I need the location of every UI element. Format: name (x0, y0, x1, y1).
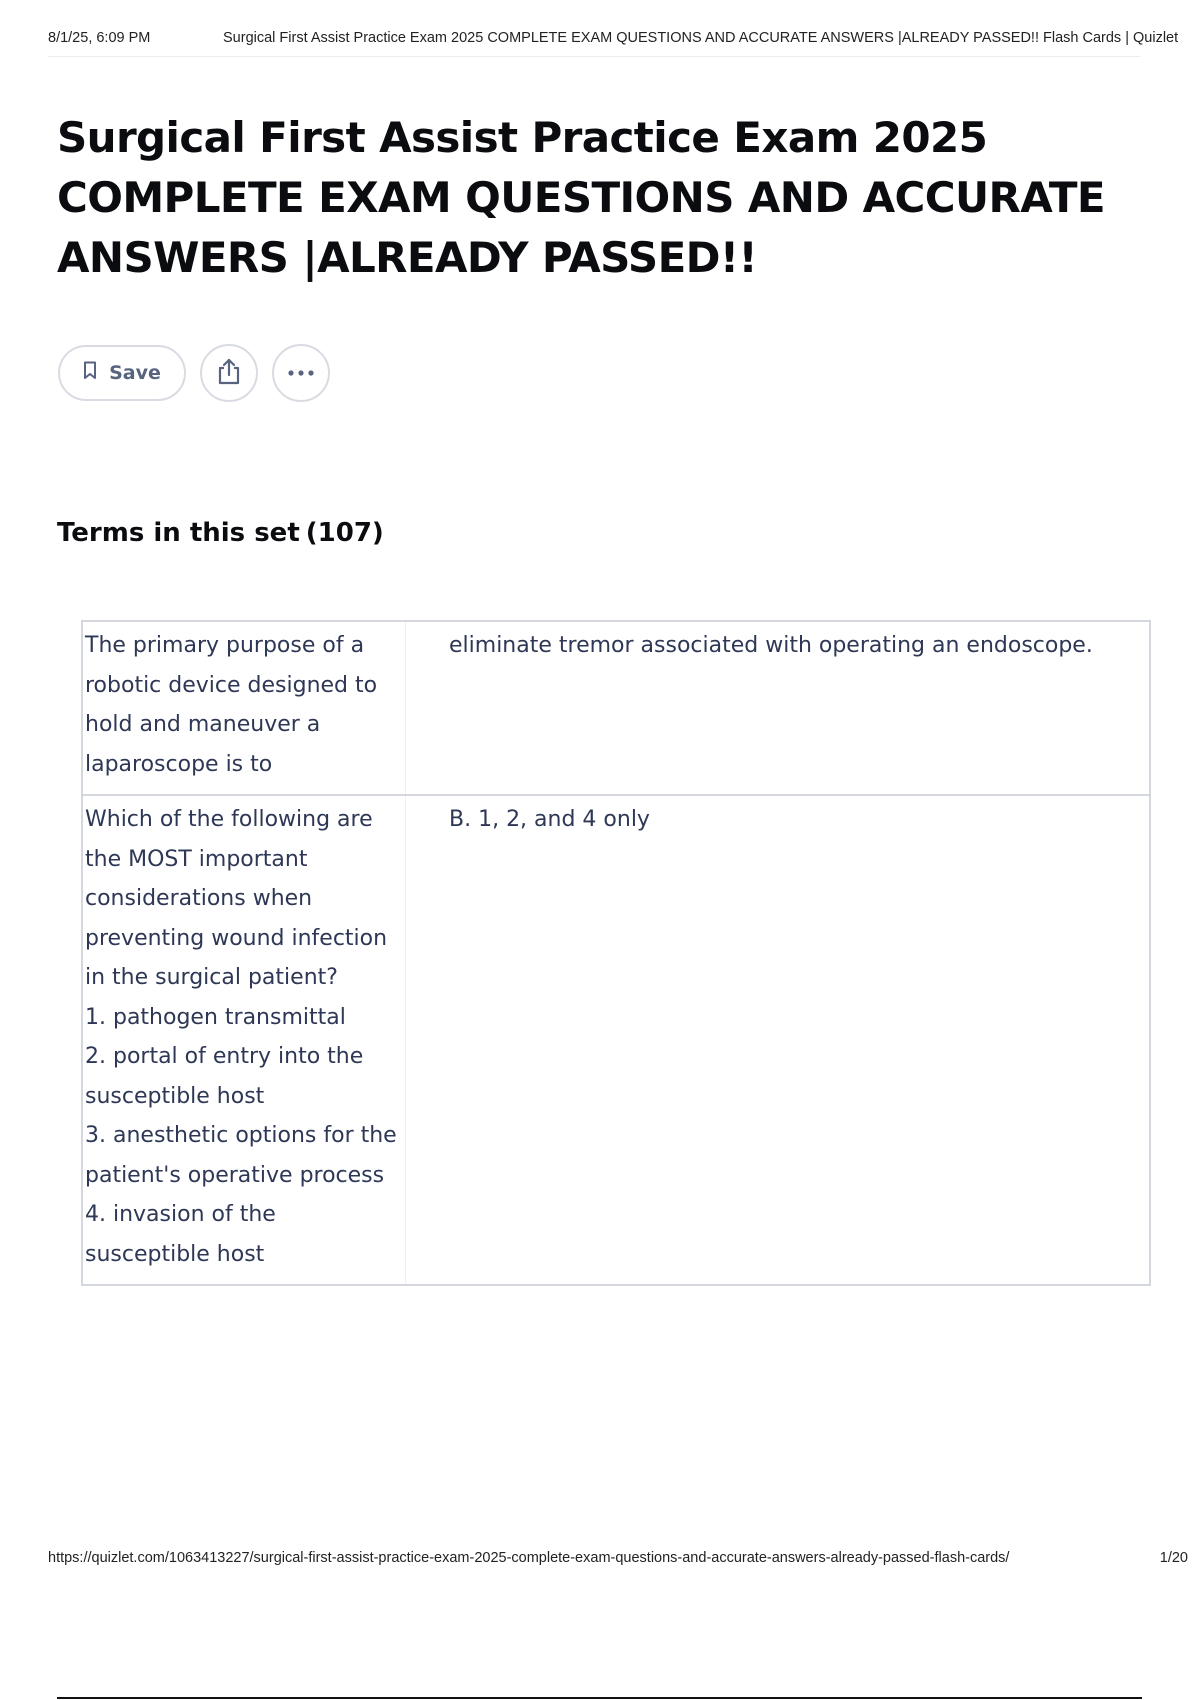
save-label: Save (109, 362, 161, 384)
print-doc-title: Surgical First Assist Practice Exam 2025 COMPLETE EXAM QUESTIONS AND ACCURATE ANSWERS |ALREADY PASSED!! Flash Cards | Quizlet (223, 30, 1179, 46)
share-icon (216, 357, 242, 390)
page-title: Surgical First Assist Practice Exam 2025 COMPLETE EXAM QUESTIONS AND ACCURATE ANSWERS |ALREADY PASSED!! (57, 113, 1105, 282)
page-url: https://quizlet.com/1063413227/surgical-first-assist-practice-exam-2025-complete-exam-questions-and-accurate-answers-already-passed-flash-cards/ (48, 1550, 1010, 1566)
terms-heading (57, 518, 384, 548)
terms-heading-label: Terms in this set (57, 518, 300, 548)
page-number: 1/20 (1159, 1550, 1188, 1566)
print-datetime: 8/1/25, 6:09 PM (48, 30, 151, 46)
header-divider (48, 56, 1140, 57)
term-cell (82, 795, 406, 1285)
more-options-icon (287, 364, 315, 382)
term-text: Which of the following are the MOST important considerations when preventing wound infection in the surgical patient? 1. pathogen transmittal 2. portal of entry into the susceptible host 3. anesthetic options for the patient's operative process 4. invasion of the susceptible host (85, 807, 397, 1267)
definition-cell (406, 621, 1151, 795)
terms-table (81, 620, 1151, 1286)
print-header (48, 30, 1180, 46)
terms-count: (107) (305, 518, 384, 548)
page-bottom-rule (57, 1697, 1142, 1699)
print-footer (48, 1550, 1188, 1566)
share-button[interactable] (200, 344, 258, 402)
definition-text: eliminate tremor associated with operating an endoscope. (449, 633, 1093, 658)
more-options-button[interactable] (272, 344, 330, 402)
definition-text: B. 1, 2, and 4 only (449, 807, 650, 832)
save-button[interactable] (58, 345, 186, 401)
term-cell (82, 621, 406, 795)
term-row (82, 621, 1150, 795)
action-bar (58, 342, 344, 404)
term-row (82, 795, 1150, 1285)
bookmark-icon (83, 361, 97, 385)
definition-cell (406, 795, 1151, 1285)
term-text: The primary purpose of a robotic device designed to hold and maneuver a laparoscope is to (85, 633, 378, 777)
